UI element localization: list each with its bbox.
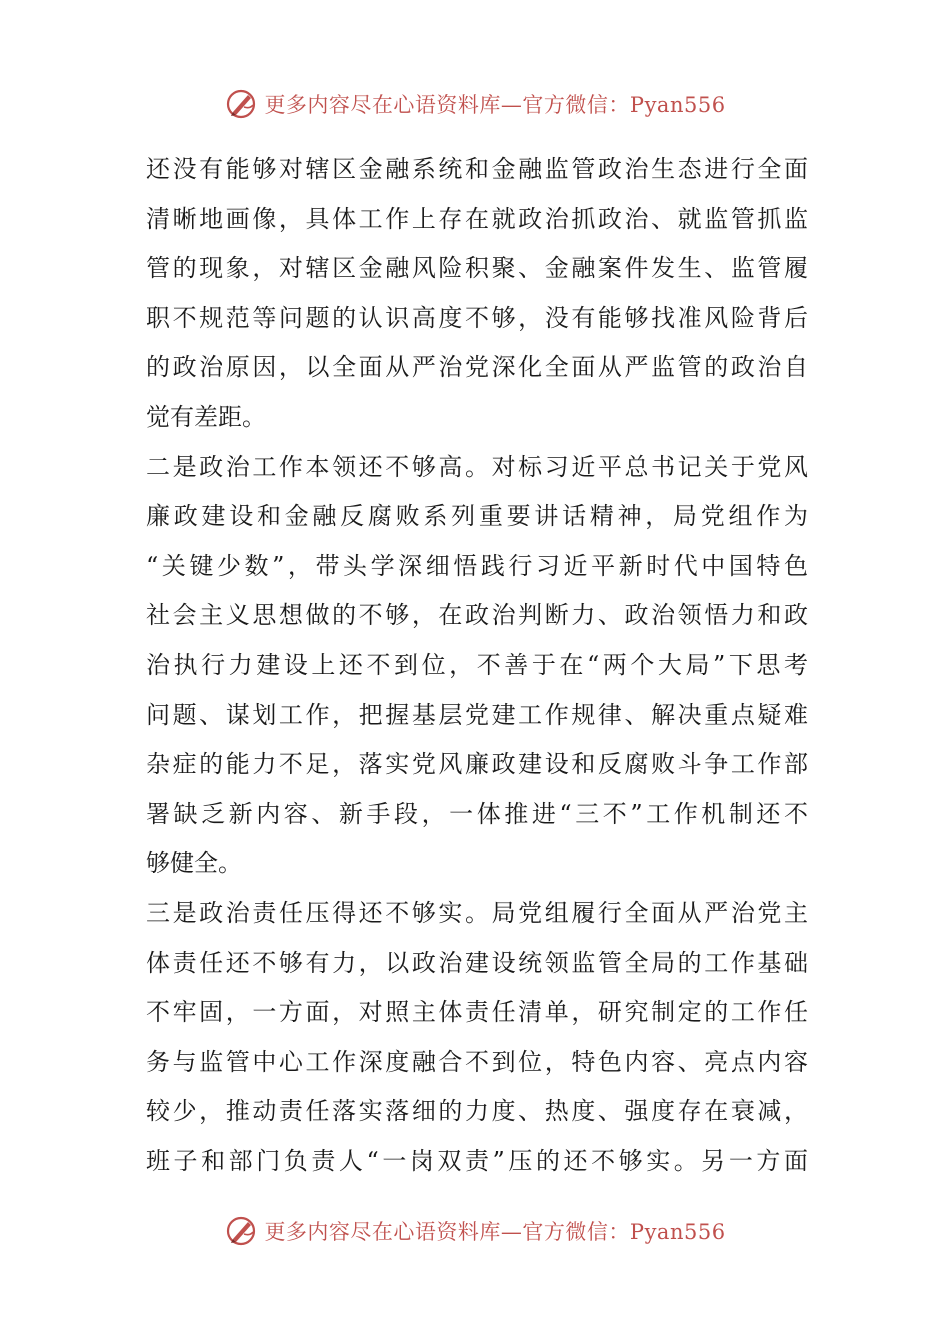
text-line: 班子和部门负责人“一岗双责”压的还不够实。另一方面 (146, 1146, 808, 1175)
text-line: 还没有能够对辖区金融系统和金融监管政治生态进行全面 (146, 155, 808, 183)
text-line: 的政治原因，以全面从严治党深化全面从严监管的政治自 (146, 353, 808, 382)
text-line: 廉政建设和金融反腐败系列重要讲话精神，局党组作为 (146, 502, 808, 531)
header-banner (0, 84, 950, 124)
text-line: 务与监管中心工作深度融合不到位，特色内容、亮点内容 (146, 1047, 808, 1076)
text-line: 体责任还不够有力，以政治建设统领监管全局的工作基础 (146, 948, 808, 977)
text-line: “关键少数”，带头学深细悟践行习近平新时代中国特色 (146, 551, 808, 580)
text-line: 二是政治工作本领还不够高。对标习近平总书记关于党风 (146, 452, 808, 481)
text-line: 署缺乏新内容、新手段，一体推进“三不”工作机制还不 (146, 799, 808, 828)
text-line: 不牢固，一方面，对照主体责任清单，研究制定的工作任 (146, 998, 808, 1027)
text-line: 问题、谋划工作，把握基层党建工作规律、解决重点疑难 (146, 700, 808, 729)
footer-banner-text: 更多内容尽在心语资料库—官方微信：Pyan556 (264, 1220, 726, 1244)
text-line: 觉有差距。 (146, 402, 266, 431)
pen-logo-icon (224, 87, 258, 121)
text-line: 职不规范等问题的认识高度不够，没有能够找准风险背后 (146, 303, 808, 332)
text-line: 杂症的能力不足，落实党风廉政建设和反腐败斗争工作部 (146, 750, 808, 779)
text-line: 够健全。 (146, 849, 242, 878)
footer-banner (0, 1211, 950, 1251)
document-body (146, 145, 808, 1186)
text-line: 管的现象，对辖区金融风险积聚、金融案件发生、监管履 (146, 254, 808, 283)
text-line: 治执行力建设上还不到位，不善于在“两个大局”下思考 (146, 650, 808, 679)
pen-logo-icon (224, 1214, 258, 1248)
text-line: 较少，推动责任落实落细的力度、热度、强度存在衰减， (146, 1097, 808, 1126)
text-line: 三是政治责任压得还不够实。局党组履行全面从严治党主 (146, 898, 808, 927)
text-line: 社会主义思想做的不够，在政治判断力、政治领悟力和政 (146, 601, 808, 630)
header-banner-text: 更多内容尽在心语资料库—官方微信：Pyan556 (264, 93, 726, 117)
text-line: 清晰地画像，具体工作上存在就政治抓政治、就监管抓监 (146, 204, 808, 233)
